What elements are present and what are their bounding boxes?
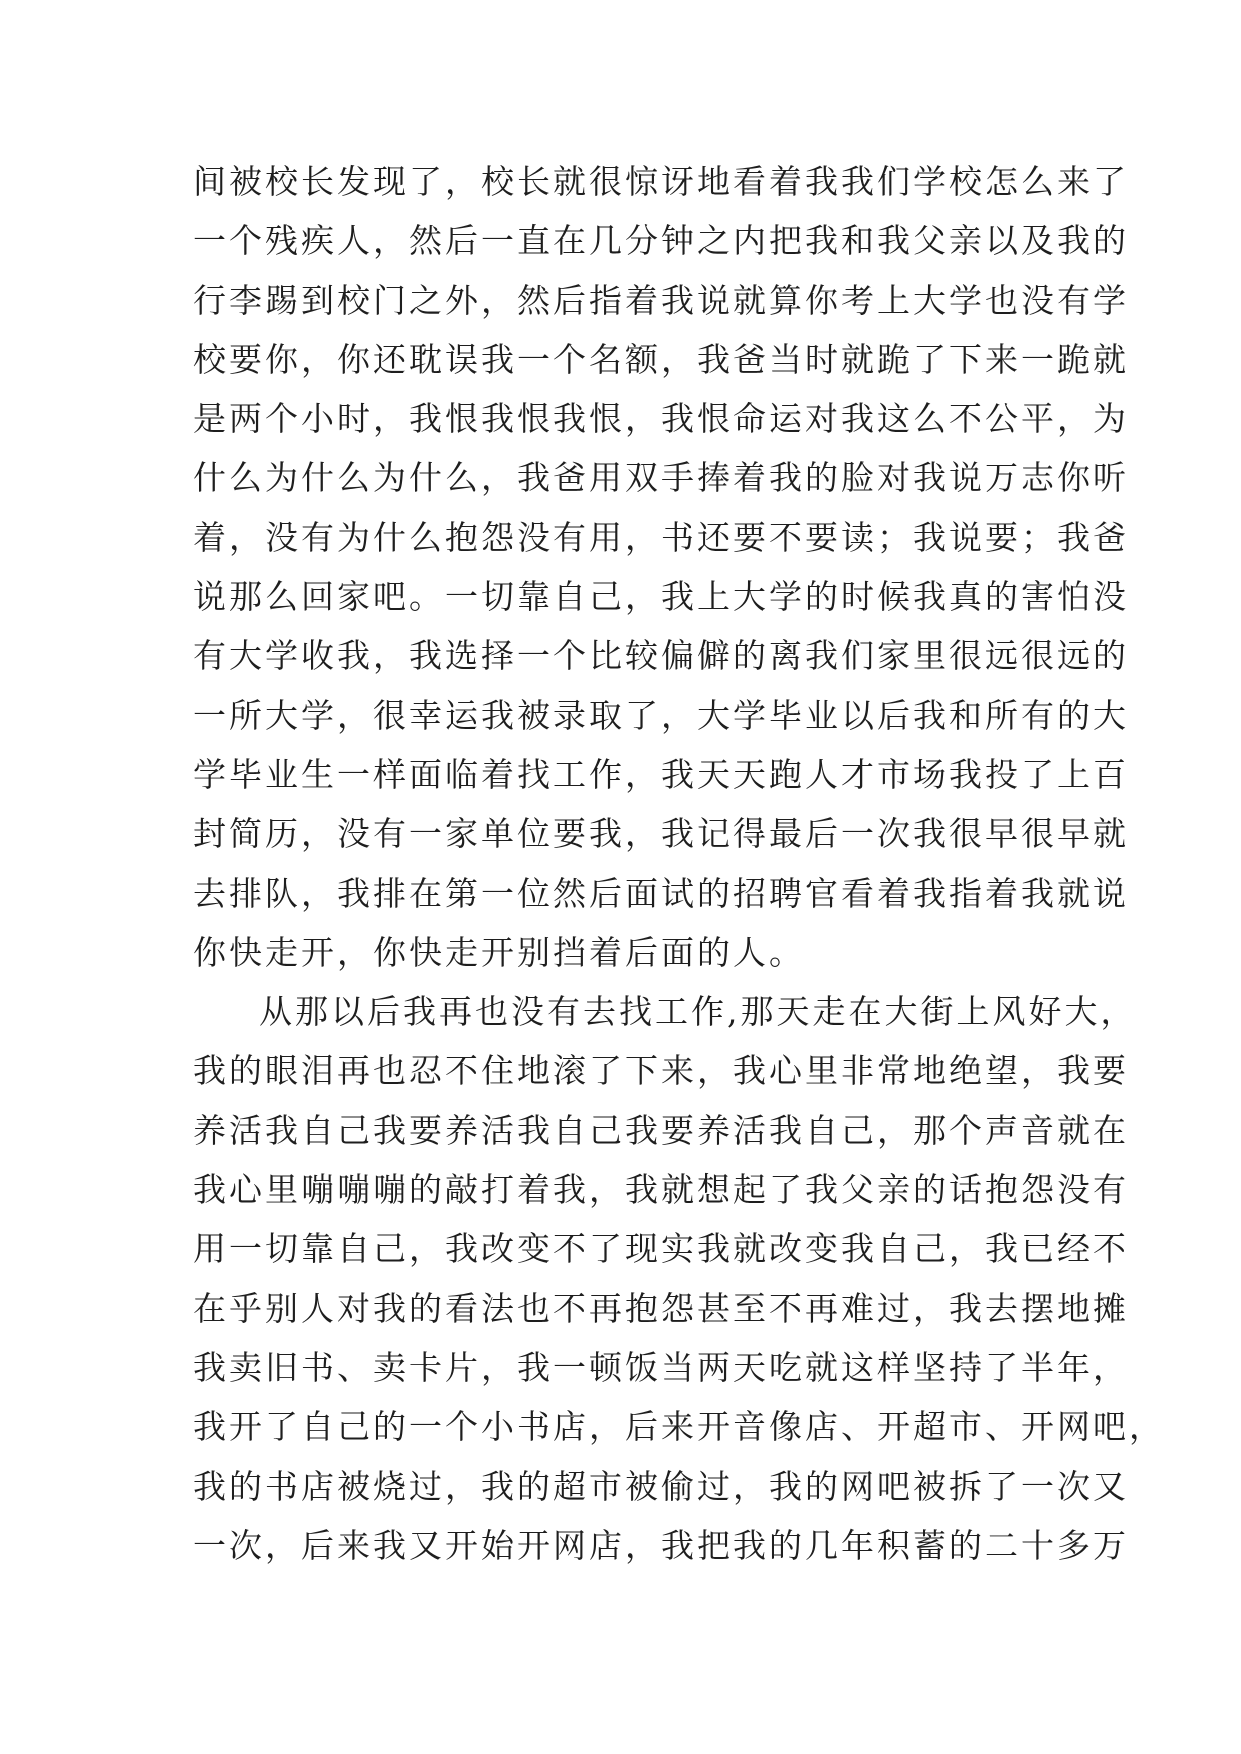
text-line: 一次，后来我又开始开网店，我把我的几年积蓄的二十多万	[193, 1525, 1129, 1565]
text-line: 我的眼泪再也忍不住地滚了下来，我心里非常地绝望，我要	[193, 1051, 1129, 1091]
text-line: 去排队，我排在第一位然后面试的招聘官看着我指着我就说	[193, 873, 1129, 913]
text-line: 间被校长发现了，校长就很惊讶地看着我我们学校怎么来了	[193, 162, 1129, 201]
text-line: 一所大学，很幸运我被录取了，大学毕业以后我和所有的大	[193, 695, 1129, 735]
text-line: 用一切靠自己，我改变不了现实我就改变我自己，我已经不	[193, 1229, 1129, 1269]
text-line: 有大学收我，我选择一个比较偏僻的离我们家里很远很远的	[193, 636, 1129, 676]
paragraph-start-line: 从那以后我再也没有去找工作,那天走在大街上风好大，	[259, 992, 1137, 1032]
text-line: 封简历，没有一家单位要我，我记得最后一次我很早很早就	[193, 814, 1129, 854]
text-line: 我心里嘣嘣嘣的敲打着我，我就想起了我父亲的话抱怨没有	[193, 1170, 1129, 1210]
text-line: 我卖旧书、卖卡片，我一顿饭当两天吃就这样坚持了半年，	[193, 1347, 1129, 1387]
text-line: 我的书店被烧过，我的超市被偷过，我的网吧被拆了一次又	[193, 1466, 1129, 1506]
text-line: 一个残疾人，然后一直在几分钟之内把我和我父亲以及我的	[193, 221, 1129, 261]
text-line: 养活我自己我要养活我自己我要养活我自己，那个声音就在	[193, 1110, 1129, 1150]
text-line: 我开了自己的一个小书店，后来开音像店、开超市、开网吧，	[193, 1407, 1165, 1447]
text-line: 学毕业生一样面临着找工作，我天天跑人才市场我投了上百	[193, 754, 1129, 794]
document-body	[193, 152, 1165, 1575]
text-line: 校要你，你还耽误我一个名额，我爸当时就跪了下来一跪就	[193, 339, 1129, 379]
text-line: 说那么回家吧。一切靠自己，我上大学的时候我真的害怕没	[193, 577, 1129, 617]
text-line: 什么为什么为什么，我爸用双手捧着我的脸对我说万志你听	[193, 458, 1129, 498]
text-line: 在乎别人对我的看法也不再抱怨甚至不再难过，我去摆地摊	[193, 1288, 1129, 1328]
text-line: 行李踢到校门之外，然后指着我说就算你考上大学也没有学	[193, 280, 1129, 320]
text-line: 是两个小时，我恨我恨我恨，我恨命运对我这么不公平，为	[193, 399, 1129, 439]
text-line: 着，没有为什么抱怨没有用，书还要不要读；我说要；我爸	[193, 517, 1129, 557]
text-line: 你快走开，你快走开别挡着后面的人。	[193, 932, 805, 972]
